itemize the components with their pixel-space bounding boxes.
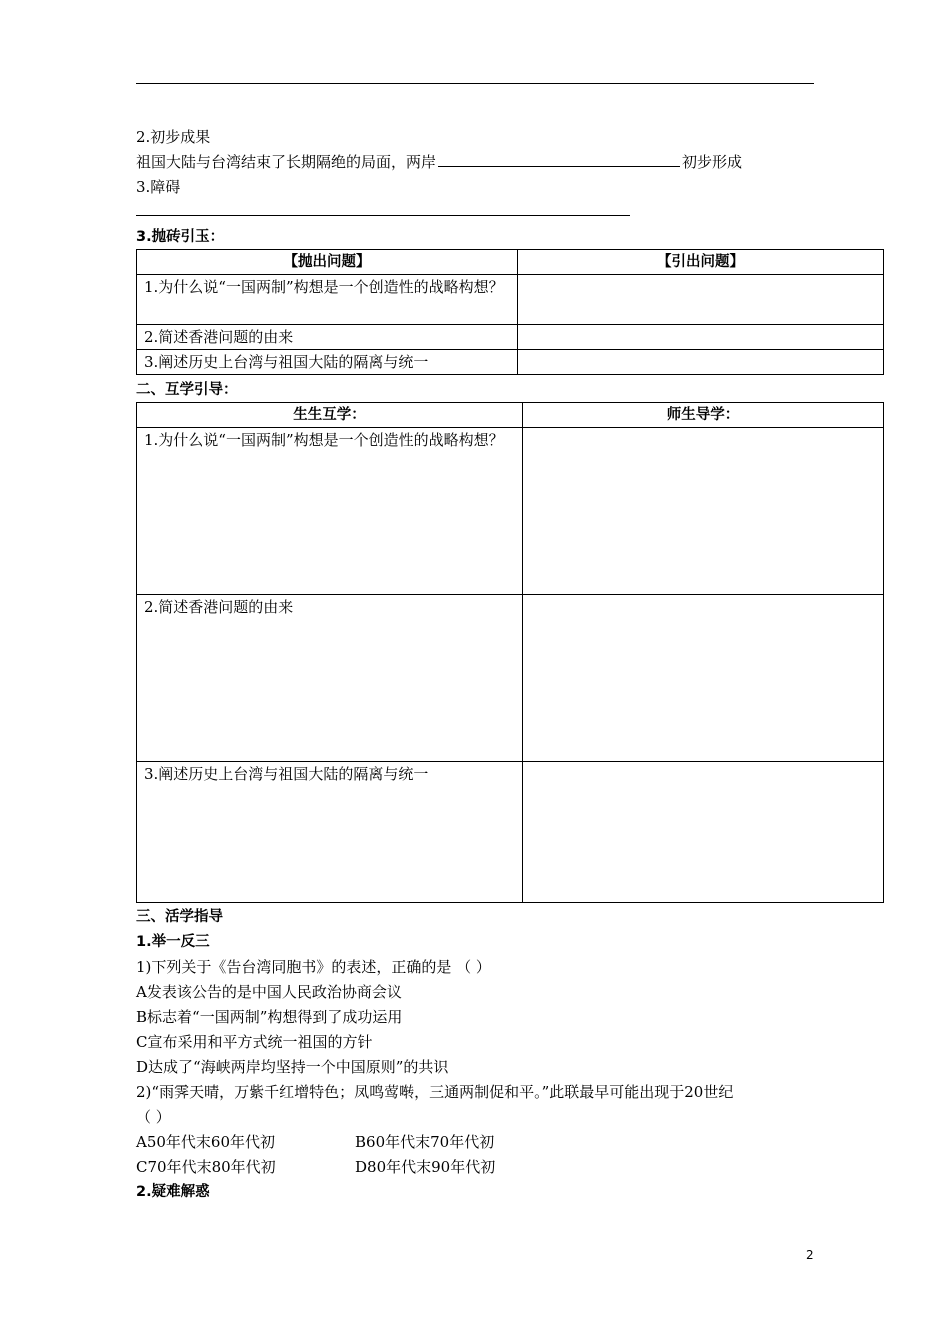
table-row xyxy=(137,428,884,595)
option-c[interactable]: C70年代末80年代初 xyxy=(136,1158,276,1176)
throw-questions-table xyxy=(136,249,884,375)
answer-cell[interactable] xyxy=(518,325,884,350)
header-rule xyxy=(136,83,814,84)
item3-title: 3.障碍 xyxy=(136,178,181,196)
teacher-cell[interactable] xyxy=(523,595,884,762)
section3-heading: 3.抛砖引玉： xyxy=(136,229,225,245)
question-cell: 3.阐述历史上台湾与祖国大陆的隔离与统一 xyxy=(137,350,518,375)
mutual-learning-table xyxy=(136,402,884,903)
table-header-row xyxy=(137,250,884,275)
subheading-difficulty: 2.疑难解惑 xyxy=(136,1184,210,1200)
student-cell: 3.阐述历史上台湾与祖国大陆的隔离与统一 xyxy=(137,762,523,903)
column-header: 师生导学： xyxy=(523,403,884,428)
option-a[interactable]: A发表该公告的是中国人民政治协商会议 xyxy=(136,983,402,1001)
question-cell: 2.简述香港问题的由来 xyxy=(137,325,518,350)
option-c[interactable]: C宣布采用和平方式统一祖国的方针 xyxy=(136,1033,373,1051)
item2-text xyxy=(136,152,742,172)
item2-text-before: 祖国大陆与台湾结束了长期隔绝的局面，两岸 xyxy=(136,153,437,171)
teacher-cell[interactable] xyxy=(523,428,884,595)
student-cell: 2.简述香港问题的由来 xyxy=(137,595,523,762)
option-b[interactable]: B标志着“一国两制”构想得到了成功运用 xyxy=(136,1008,403,1026)
question-cell: 1.为什么说“一国两制”构想是一个创造性的战略构想？ xyxy=(137,275,518,325)
question-1: 1)下列关于《告台湾同胞书》的表述，正确的是 （ ） xyxy=(136,958,491,976)
teacher-cell[interactable] xyxy=(523,762,884,903)
option-d[interactable]: D80年代末90年代初 xyxy=(355,1158,496,1176)
student-cell: 1.为什么说“一国两制”构想是一个创造性的战略构想？ xyxy=(137,428,523,595)
answer-cell[interactable] xyxy=(518,350,884,375)
question-2: 2)“雨霁天晴，万紫千红增特色；凤鸣莺啭，三通两制促和平。”此联最早可能出现于20世纪 xyxy=(136,1083,734,1101)
subheading-practice: 1.举一反三 xyxy=(136,934,210,950)
page-number: 2 xyxy=(806,1248,814,1262)
table-header-row xyxy=(137,403,884,428)
column-header: 生生互学： xyxy=(137,403,523,428)
table-row xyxy=(137,595,884,762)
option-b[interactable]: B60年代末70年代初 xyxy=(355,1133,495,1151)
table-row xyxy=(137,325,884,350)
table-row xyxy=(137,762,884,903)
item2-title: 2.初步成果 xyxy=(136,128,211,146)
answer-cell[interactable] xyxy=(518,275,884,325)
section-three-heading: 三、活学指导 xyxy=(136,909,223,925)
option-a[interactable]: A50年代末60年代初 xyxy=(136,1133,276,1151)
column-header: 【抛出问题】 xyxy=(137,250,518,275)
column-header: 【引出问题】 xyxy=(518,250,884,275)
obstacle-answer-blank[interactable] xyxy=(136,215,630,216)
question-2-bracket: （ ） xyxy=(136,1108,171,1126)
fill-in-blank[interactable] xyxy=(438,152,680,167)
table-row xyxy=(137,350,884,375)
section-two-heading: 二、互学引导： xyxy=(136,382,238,398)
table-row xyxy=(137,275,884,325)
item2-text-after: 初步形成 xyxy=(682,153,743,171)
option-d[interactable]: D达成了“海峡两岸均坚持一个中国原则”的共识 xyxy=(136,1058,449,1076)
